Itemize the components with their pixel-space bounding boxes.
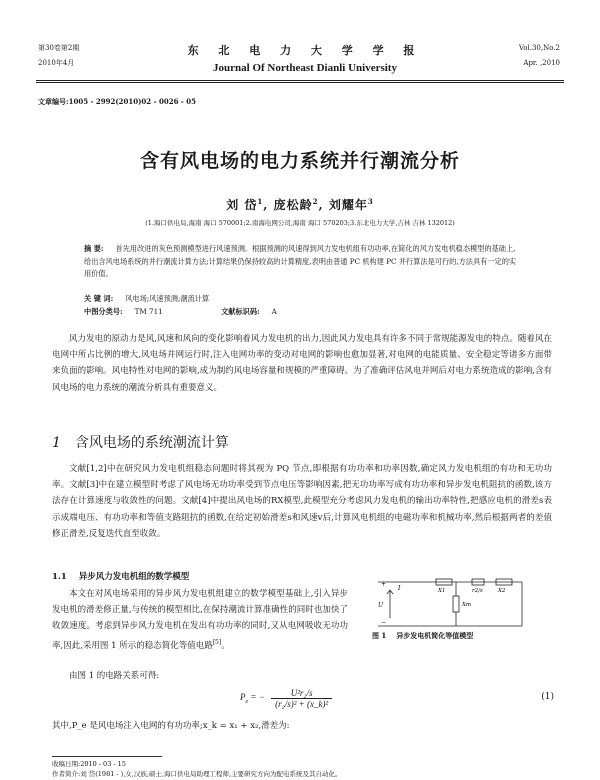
author-list: 刘 岱$^1$, 庞松龄$^2$, 刘耀年$^3$	[226, 197, 374, 212]
keywords-label: 关 键 词:	[84, 294, 114, 303]
label-i: I	[398, 585, 401, 592]
affiliations: (1.海口供电局,海南 海口 570001;2.南海电网公司,海南 海口 570203;3.东北电力大学,吉林 吉林 132012)	[145, 219, 455, 227]
section1-paragraph: 文献[1,2]中在研究风力发电机组稳态问题时将其视为 PQ 节点,即根据有功功率和功率因数,确定风力发电机组的有功和无功功率。文献[3]中在建立模型时考虑了风电场无功功率受到节点电压等影响因素,把无功功率写成有功功率和异步发电机阻抗的函数,该方法存在计算速度与收敛性的问题。文献[4]中提出风电场的RX模型,此模型充分考虑风力发电机的输出功率特性,把感应电机的滑差s表示成端电压、有功功率和等值支路阻抗的函数,在给定初始滑差s和风速v后,计算风电机组的电磁功率和机械功率,然后根据两者的差值修正滑差,反复迭代直至收敛。	[52, 464, 552, 539]
header-left	[38, 44, 79, 74]
circuit-diagram	[372, 578, 532, 630]
equation-number: (1)	[541, 692, 554, 702]
paper-title: 含有风电场的电力系统并行潮流分析	[139, 150, 460, 172]
subsection-heading	[52, 570, 189, 582]
keywords-text: 风电场;风速预测;潮流计算	[125, 294, 210, 303]
author-sup: 1	[257, 197, 264, 206]
minus-sign: −	[381, 619, 387, 626]
subsection-end: 。	[221, 640, 230, 651]
footnote-author: 作者简介:刘 岱(1981 - ),女,汉族,硕士,海口供电局助理工程师,主要研究方向为配电系统及其自动化。	[52, 770, 342, 778]
abstract	[84, 243, 522, 281]
label-xm: Xm	[462, 602, 472, 608]
citation-ref: [5]	[212, 638, 222, 646]
figure-caption	[372, 631, 532, 641]
section-title: 含风电场的系统潮流计算	[74, 435, 229, 451]
abstract-label: 摘 要:	[84, 244, 104, 253]
figure-caption-text: 异步发电机简化等值模型	[396, 631, 474, 640]
plus-sign: +	[381, 581, 387, 588]
label-x1: X1	[438, 588, 446, 594]
footnote-rule	[52, 756, 162, 757]
subsection-paragraph	[52, 586, 348, 654]
author-name: 刘 岱	[226, 198, 258, 212]
footnote-received: 收稿日期:2010 - 03 - 15	[52, 760, 126, 768]
equation-1: $P_e$ = − $\frac{\text{U²r₂/s}}{\text{(r₂/s)² + (x\_k)²}}$	[240, 688, 332, 709]
label-u: U	[378, 602, 384, 609]
doc-code-label: 文献标识码:	[221, 307, 260, 316]
keywords	[84, 294, 522, 304]
volume-cn: 第30卷第2期	[38, 44, 80, 52]
article-id: 文章编号:1005 - 2992(2010)02 - 0026 - 05	[38, 97, 196, 106]
author-name: 庞松龄	[273, 198, 313, 212]
date-en: Apr. ,2010	[523, 59, 560, 67]
doc-code-value: A	[271, 307, 277, 316]
eq-denominator: (r₂/s)² + (x_k)²	[275, 699, 329, 709]
circuit-intro: 由图 1 的电路关系可得:	[69, 671, 160, 681]
header-rule	[36, 80, 564, 81]
section-number: 1	[52, 435, 61, 451]
eq-lhs-sub: e	[245, 698, 249, 705]
journal-title-cn: 东 北 电 力 大 学 学 报	[187, 44, 423, 57]
clc-value: TM 711	[134, 307, 163, 316]
subsection-number: 1.1	[52, 572, 67, 582]
header-right	[519, 44, 560, 74]
journal-title-en: Journal Of Northeast Dianli University	[213, 62, 397, 74]
abstract-text: 首先用改进的灰色预测模型进行风速预测。根据预测的风速得到风力发电机组有功功率,在简化的风力发电机稳态模型的基础上,给出含风电场系统的并行潮流计算方法;计算结果仍保持较高的计算精度,表明由普通 PC 机构建 PC 并行算法是可行的,方法具有一定的实用价值。	[84, 244, 517, 279]
volume-en: Vol.30,No.2	[518, 44, 560, 52]
author-sup: 3	[367, 197, 374, 206]
eq-numerator: U²r₂/s	[271, 688, 332, 699]
label-x2: X2	[498, 588, 506, 594]
subsection-text: 本文在对风电场采用的异步风力发电机组建立的数学模型基础上,引入异步发电机的滑差修正量,与传统的模型相比,在保持潮流计算准确性的同时也加快了收敛速度。考虑到异步风力发电机在发出有功功率的同时,又从电网吸收无功功率,因此,采用图 1 所示的稳态简化等值电路	[52, 589, 348, 651]
eq-lhs: P	[240, 692, 246, 703]
intro-paragraph: 风力发电的原动力是风,风速和风向的变化影响着风力发电机的出力,因此风力发电具有许多不同于常规能源发电的特点。随着风在电网中所占比例的增大,风电场并网运行时,注入电网功率的变动对电网的影响也愈加显著,对电网的电能质量、安全稳定等诸多方面带来负面的影响。风电特性对电网的影响,成为制约风电场容量和规模的严重障碍。为了准确评估风电并网后对电力系统造成的影响,含有风电场的电力系统的潮流分析具有重要意义。	[52, 334, 552, 393]
label-r2s: r2/s	[472, 588, 483, 594]
journal-header	[160, 42, 450, 74]
section-heading	[52, 432, 229, 452]
subsection-title: 异步风力发电机组的数学模型	[78, 572, 190, 582]
clc-label: 中图分类号:	[84, 307, 123, 316]
date-cn: 2010年4月	[38, 59, 75, 67]
author-sup: 2	[312, 197, 319, 206]
resistor-xm	[453, 596, 459, 612]
after-equation: 其中,P_e 是风电场注入电网的有功功率;x_k = x₁ + x₂,滑差为:	[52, 721, 290, 731]
author-name: 刘耀年	[328, 198, 368, 212]
figure-number: 图 1	[372, 631, 387, 640]
figure-1	[372, 578, 532, 634]
header-rule-2	[36, 82, 564, 83]
classification	[84, 307, 522, 317]
